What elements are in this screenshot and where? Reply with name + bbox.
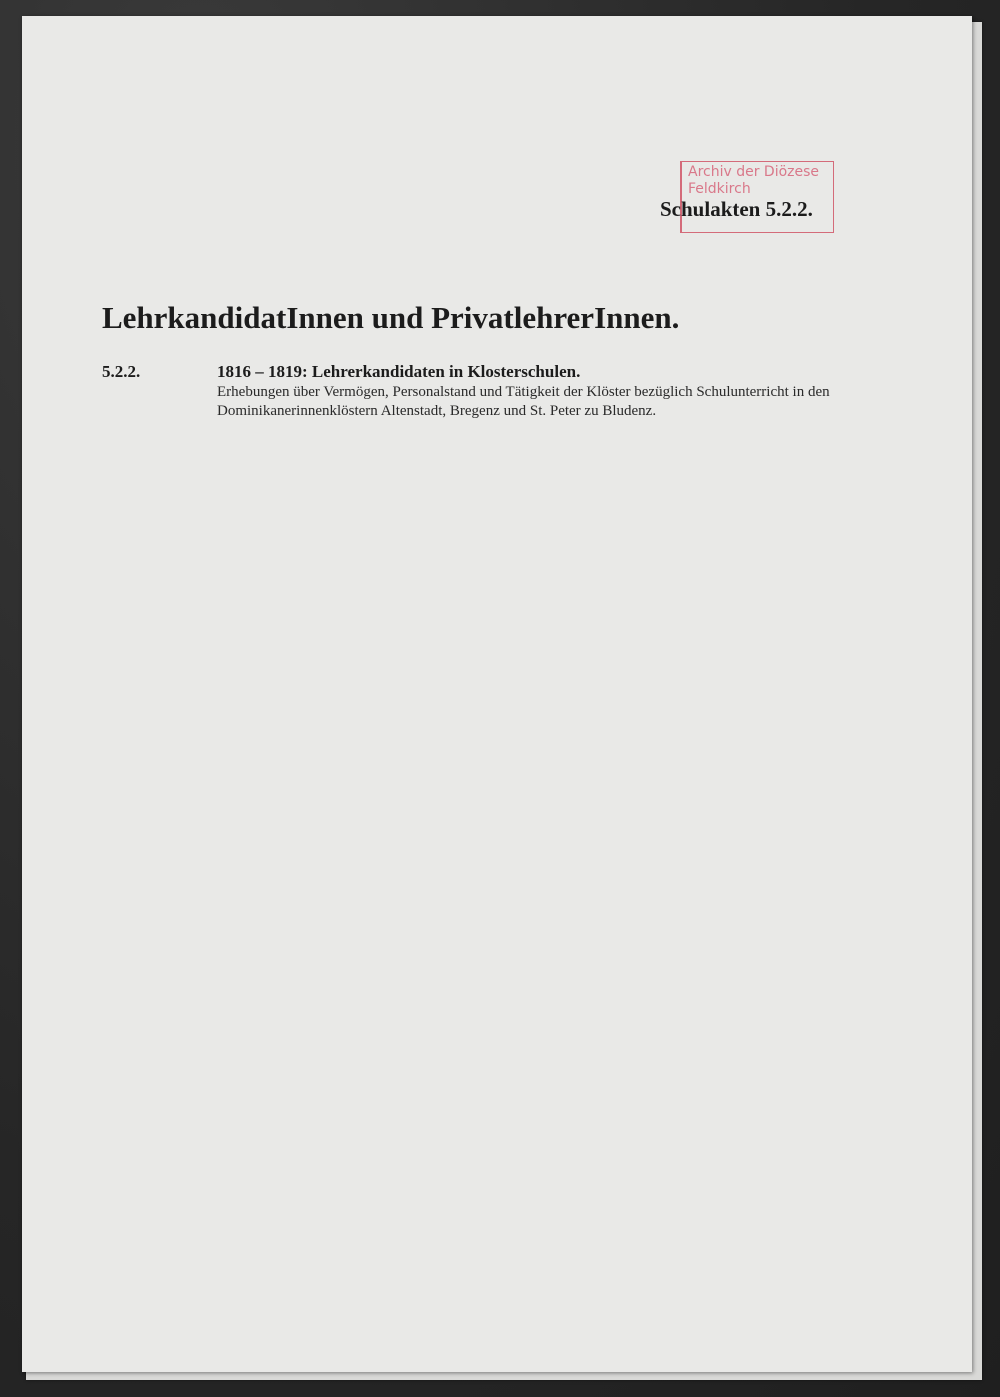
page-title: LehrkandidatInnen und PrivatlehrerInnen. [102,300,680,335]
entry-description-line-2: Dominikanerinnenklöstern Altenstadt, Bregenz und St. Peter zu Bludenz. [217,403,657,419]
stamp-line-2: Feldkirch [688,181,751,197]
document-page [22,16,972,1372]
stamp-line-1: Archiv der Diözese [688,164,820,180]
entry-description [217,383,917,421]
entry-description-line-1: Erhebungen über Vermögen, Personalstand und Tätigkeit der Klöster bezüglich Schulunterricht in den [217,384,830,400]
entry-number: 5.2.2. [102,362,141,381]
entry-heading: 1816 – 1819: Lehrerkandidaten in Klosterschulen. [217,362,581,381]
file-reference: Schulakten 5.2.2. [660,197,813,221]
